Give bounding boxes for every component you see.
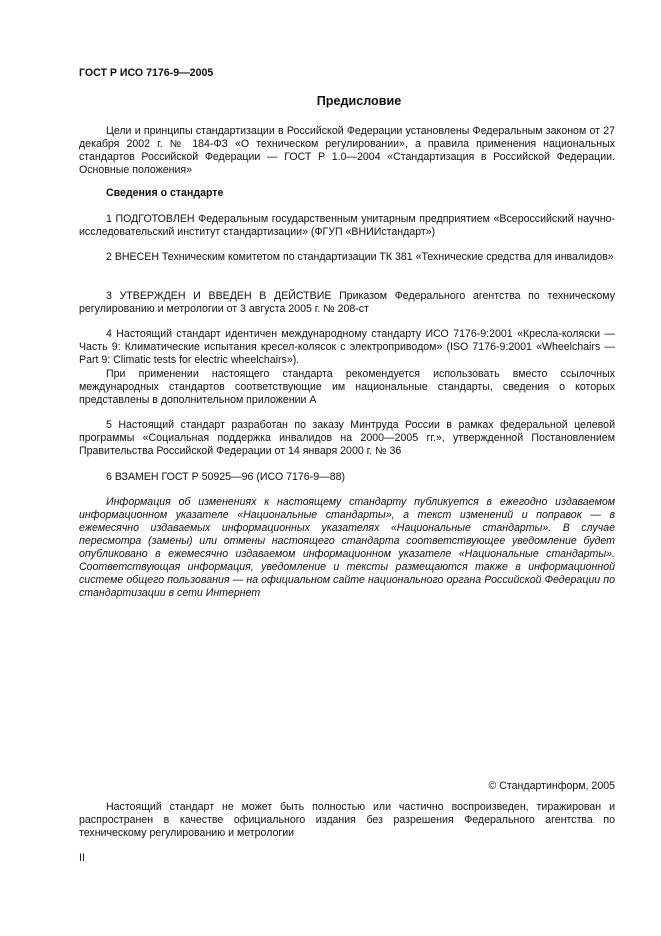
item-2-paragraph: 2 ВНЕСЕН Техническим комитетом по стандартизации ТК 381 «Технические средства для инвалидов» [106, 251, 614, 263]
page-title: Предисловие [316, 94, 402, 108]
page-number: II [79, 852, 85, 864]
item-3-paragraph: 3 УТВЕРЖДЕН И ВВЕДЕН В ДЕЙСТВИЕ Приказом Федерального агентства по техническому регулированию и метрологии от 3 августа 2005 г. № 208-ст [79, 290, 615, 315]
changes-notice-paragraph: Информация об изменениях к настоящему стандарту публикуется в ежегодно издаваемом информационном указателе «Национальные стандарты», а текст изменений и поправок — в ежемесячно издаваемых информационных указателях «Национальные стандарты». В случае пересмотра (замены) или отмены настоящего стандарта соответствующее уведомление будет опубликовано в ежемесячно издаваемом информационном указателе «Национальные стандарты». Соответствующая информация, уведомление и тексты размещаются также в информационной системе общего пользования — на официальном сайте национального органа Российской Федерации по стандартизации в сети Интернет [79, 496, 615, 599]
intro-paragraph: Цели и принципы стандартизации в Российской Федерации установлены Федеральным законом от 27 декабря 2002 г. № 184-ФЗ «О техническом регулировании», а правила применения национальных стандартов Российской Федерации — ГОСТ Р 1.0—2004 «Стандартизация в Российской Федерации. Основные положения» [79, 125, 615, 176]
copyright-line: © Стандартинформ, 2005 [488, 780, 615, 792]
reproduction-notice-paragraph: Настоящий стандарт не может быть полностью или частично воспроизведен, тиражирован и распространен в качестве официального издания без разрешения Федерального агентства по техническому регулированию и метрологии [79, 801, 615, 839]
standard-info-subheading: Сведения о стандарте [106, 187, 224, 199]
standard-code-header: ГОСТ Р ИСО 7176-9—2005 [79, 67, 214, 79]
item-5-paragraph: 5 Настоящий стандарт разработан по заказу Минтруда России в рамках федеральной целевой программы «Социальная поддержка инвалидов на 2000—2005 гг.», утвержденной Постановлением Правительства Российской Федерации от 14 января 2000 г. № 36 [79, 419, 615, 457]
item-4-paragraph: 4 Настоящий стандарт идентичен международному стандарту ИСО 7176-9:2001 «Кресла-коляски — Часть 9: Климатические испытания кресел-колясок с электроприводом» (ISO 7176-9:2001 «Wheelchairs — Part 9: Climatic tests for electric wheelchairs»). [79, 328, 615, 366]
item-1-paragraph: 1 ПОДГОТОВЛЕН Федеральным государственным унитарным предприятием «Всероссийский научно-исследовательский институт стандартизации» (ФГУП «ВНИИстандарт») [79, 213, 615, 238]
item-4-note-paragraph: При применении настоящего стандарта рекомендуется использовать вместо ссылочных международных стандартов соответствующие им национальные стандарты, сведения о которых представлены в дополнительном приложении А [79, 368, 615, 406]
item-6-paragraph: 6 ВЗАМЕН ГОСТ Р 50925—96 (ИСО 7176-9—88) [106, 471, 346, 483]
